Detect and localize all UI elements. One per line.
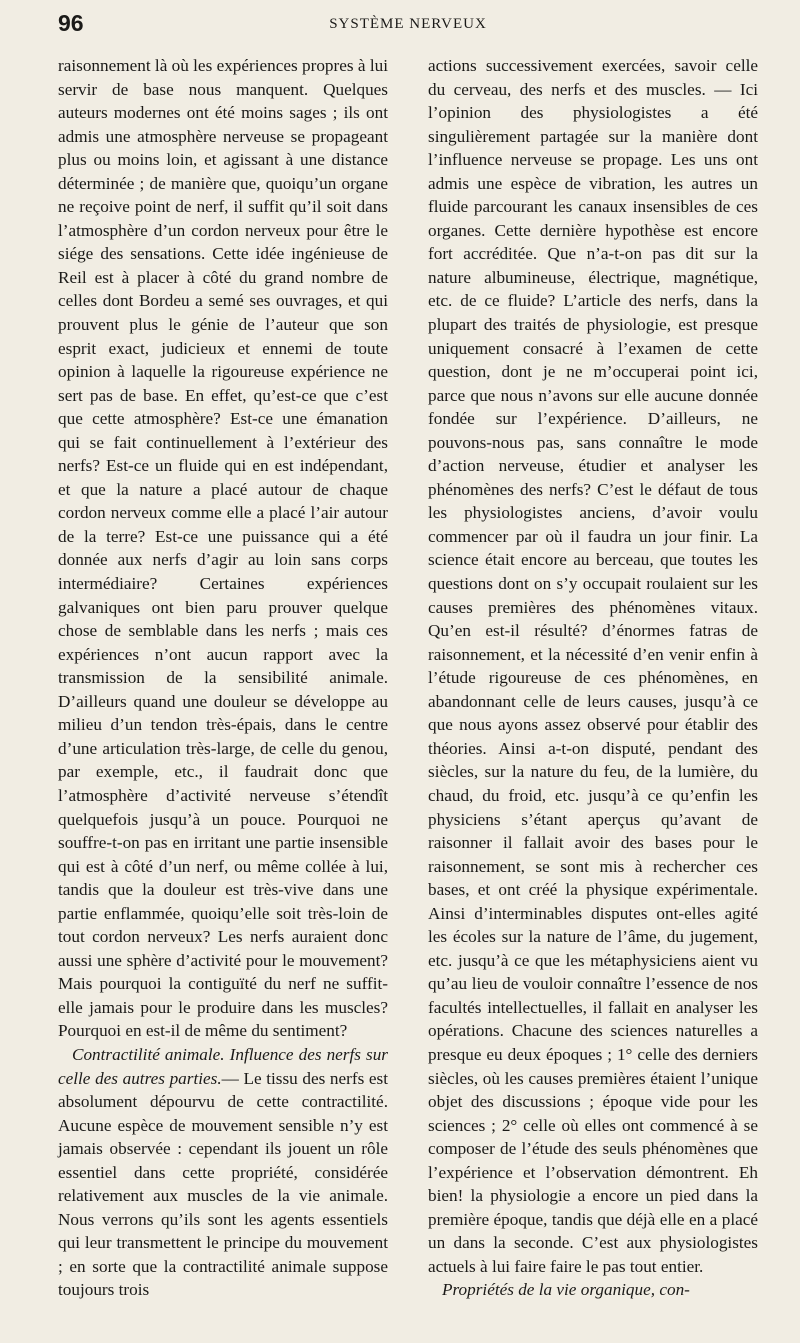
left-paragraph-2-text: — Le tissu des nerfs est absolument dépourvu de cette contractilité. Aucune espèce de mouvement sensible n’y est jamais observée : cependant ils jouent un rôle essentiel dans cette propriété, considérée relativement aux muscles de la vie animale. Nous verrons qu’ils sont les agents essentiels qui leur transmettent le principe du mouvement ; en sorte que la contractilité animale suppose toujours trois (58, 1068, 388, 1300)
right-column (428, 54, 758, 1302)
left-column (58, 54, 388, 1302)
page-number: 96 (58, 10, 84, 36)
section-heading-contractilite: Contractilité animale. Influence des nerfs sur celle des autres parties. (58, 1044, 388, 1088)
left-paragraph-2 (58, 1043, 388, 1302)
section-heading-proprietes: Propriétés de la vie organique, con- (442, 1280, 690, 1300)
right-paragraph-2 (428, 1278, 758, 1302)
right-paragraph-1: actions successivement exercées, savoir celle du cerveau, des nerfs et des muscles. — Ici l’opinion des physiologistes a été singulièrement partagée sur la manière dont l’influence nerveuse se propage. Les uns ont admis une espèce de vibration, les autres un fluide parcourant les canaux insensibles de ces organes. Cette dernière hypothèse est encore fort accréditée. Que n’a-t-on pas dit sur la nature albumineuse, électrique, magnétique, etc. de ce fluide? L’article des nerfs, dans la plupart des traités de physiologie, est presque uniquement consacré à l’examen de cette question, dont je ne m’occuperai point ici, parce que nous n’avons sur elle aucune donnée fondée sur l’expérience. D’ailleurs, ne pouvons-nous pas, sans connaître le mode d’action nerveuse, étudier et analyser les phénomènes des nerfs? C’est le défaut de tous les physiologistes anciens, d’avoir voulu commencer par où il faudra un jour finir. La science était encore au berceau, que toutes les questions dont on s’y occupait roulaient sur les causes premières des phénomènes vitaux. Qu’en est-il résulté? d’énormes fatras de raisonnement, et la nécessité d’en venir enfin à l’étude rigoureuse de ces phénomènes, en abandonnant celle de leurs causes, jusqu’à ce que nous ayons assez observé pour établir des théories. Ainsi a-t-on disputé, pendant des siècles, sur la nature du feu, de la lumière, du chaud, du froid, etc. jusqu’à ce qu’enfin les physiciens s’étant aperçus qu’avant de raisonner il fallait avoir des bases pour le raisonnement, se sont mis à rechercher ces bases, et ont créé la physique expérimentale. Ainsi d’interminables disputes ont-elles agité les écoles sur la nature de l’âme, du jugement, etc. jusqu’à ce que les métaphysiciens aient vu qu’au lieu de vouloir connaître l’essence de nos facultés intellectuelles, il fallait en analyser les opérations. Chacune des sciences naturelles a presque eu deux époques ; 1° celle des derniers siècles, où les causes premières étaient l’unique objet des discussions ; époque vide pour les sciences ; 2° celle où elles ont commencé à se composer de l’étude des seuls phénomènes que l’expérience et l’observation démontrent. Eh bien! la physiologie a encore un pied dans la première époque, tandis que déjà elle en a placé un dans la seconde. C’est aux physiologistes actuels à lui faire faire le pas tout entier. (428, 56, 758, 1276)
page-header (58, 10, 758, 44)
running-head: SYSTÈME NERVEUX (329, 16, 487, 32)
left-paragraph-1: raisonnement là où les expériences propres à lui servir de base nous manquent. Quelques auteurs modernes ont été moins sages ; ils ont admis une atmosphère nerveuse se propageant plus ou moins loin, et agissant à une distance déterminée ; de manière que, quoiqu’un organe ne reçoive point de nerf, il suffit qu’il soit dans l’atmosphère d’un cordon nerveux pour être le siége des sensations. Cette idée ingénieuse de Reil est à placer à côté du grand nombre de celles dont Bordeu a semé ses ouvrages, et qui prouvent plus le génie de l’auteur que son esprit exact, judicieux et ennemi de toute opinion à laquelle la rigoureuse expérience ne sert pas de base. En effet, qu’est-ce que c’est que cette atmosphère? Est-ce une émanation qui se fait continuellement à l’extérieur des nerfs? Est-ce un fluide qui en est indépendant, et que la nature a placé autour de chaque cordon nerveux comme elle a placé l’air autour de la terre? Est-ce une puissance qui a été donnée aux nerfs d’agir au loin sans corps intermédiaire? Certaines expériences galvaniques ont bien paru prouver quelque chose de semblable dans les nerfs ; mais ces expériences n’ont aucun rapport avec la transmission de la sensibilité animale. D’ailleurs quand une douleur se développe au milieu d’un tendon très-épais, dans le centre d’une articulation très-large, de celle du genou, par exemple, etc., il faudrait donc que l’atmosphère d’activité nerveuse s’étendît quelquefois jusqu’à un pouce. Pourquoi ne souffre-t-on pas en irritant une partie insensible qui est à côté d’un nerf, ou même collée à lui, tandis que la douleur est très-vive dans une partie enflammée, quoiqu’elle soit très-loin de tout cordon nerveux? Les nerfs auraient donc aussi une sphère d’activité pour le mouvement? Mais pourquoi la contiguïté du nerf ne suffit-elle jamais pour le produire dans les muscles? Pourquoi en est-il de même du sentiment? (58, 56, 388, 1041)
